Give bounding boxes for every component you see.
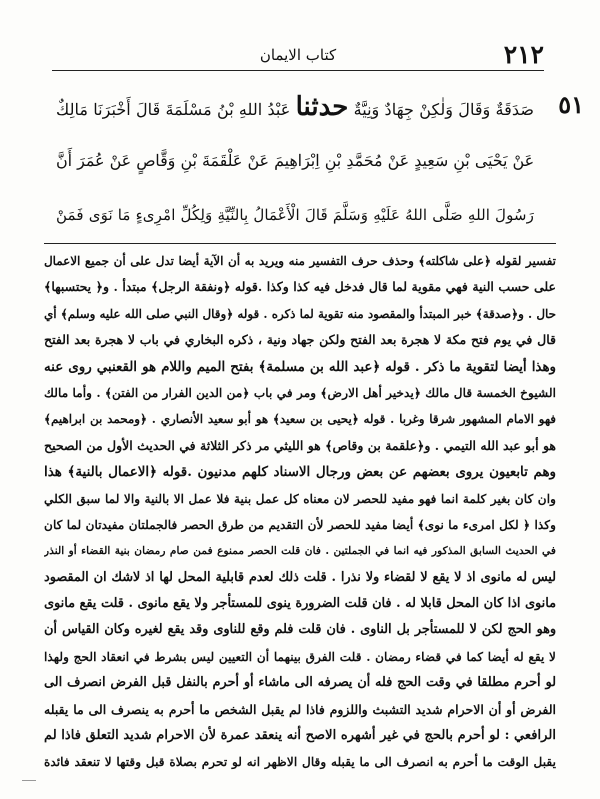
commentary-line: الفرض أو أن الاحرام شديد التشبث واللزوم فاذا لم يقبل الشخص ما أحرم به ينصرف الى ما يقبله — [44, 701, 556, 717]
commentary-line: حال . و﴿صدقة﴾ خبر المبتدأ والمقصود منه تقوية لما ذكره . قوله ﴿وقال النبي صلى الله عليه وسلم﴾ أي — [44, 306, 556, 321]
running-title: كتاب الايمان — [259, 46, 337, 64]
commentary-line: ليس له مانوى اذ لا يقع لا لقضاء ولا نذرا . قلت ذلك لعدم قابلية المحل لها اذ لاشك ان المقصود — [44, 569, 556, 585]
page-header — [52, 38, 544, 72]
commentary-line: قال في يوم فتح مكة لا هجرة بعد الفتح ولكن جهاد ونية ، ذكره البخاري في باب لا هجرة بعد الفتح — [44, 332, 556, 348]
hadith-line: عَنْ يَحْيَى بْنِ سَعِيدٍ عَنْ مُحَمَّدِ بْنِ اِبْرَاهِيمَ عَنْ عَلْقَمَةَ بْنِ وَقَّاصٍ عَنْ عُمَرَ أَنَّ — [56, 151, 534, 170]
commentary-text — [44, 248, 556, 776]
commentary-line: وهو الحج لكن لا للمستأجر بل الناوى . فان قلت فلم وقع للناوى وقد يقع لغيره وكان القياس أن — [44, 622, 556, 638]
commentary-line: هو أبو عبد الله التيمي . و﴿علقمة بن وقاص﴾ هو الليثي مر ذكر الثلاثة في الحديث الأول من الصحيح — [44, 437, 556, 453]
commentary-line: وهذا أيضا لتقوية ما ذكر . قوله ﴿عبد الله بن مسلمة﴾ بفتح الميم واللام هو القعنبي روى عنه — [44, 358, 556, 375]
page-number: ٢١٢ — [503, 40, 544, 69]
commentary-line: على حسب النية فهي مقوية لما قال فدخل فيه كذا وكذا .قوله ﴿ونفقة الرجل﴾ مبتدأ . و﴿ يحتسبها﴾ — [44, 279, 556, 295]
commentary-line: وان كان بغير كلمة انما فهو مفيد للحصر لان معناه كل عمل بنية فلا عمل الا بالنية والا لما سبق الكلي — [44, 491, 556, 506]
section-divider — [44, 243, 556, 244]
commentary-line: وكذا ﴿ لكل امرىء ما نوى﴾ أيضا مفيد للحصر لأن التقديم من طرق الحصر فالجملتان مفيدتان لما كان — [44, 517, 556, 532]
commentary-line: الشيوخ الخمسة قال مالك ﴿يدخير أهل الارض﴾ ومر في باب ﴿من الدين الفرار من الفتن﴾ . وأما مالك — [44, 385, 556, 400]
haddathana-marker: حدثنا — [295, 92, 349, 122]
commentary-line: فهو الامام المشهور شرقا وغربا . قوله ﴿يحيى بن سعيد﴾ هو أبو سعيد الأنصاري . ﴿ومحمد بن ابراهيم﴾ — [44, 412, 556, 427]
hadith-line: رَسُولَ اللهِ صَلَّى اللهُ عَلَيْهِ وَسَلَّمَ قَالَ الْأَعْمَالُ بِالنِّيَّةِ وَلِكُلِّ امْرِىءٍ مَا نَوَى فَمَنْ — [56, 206, 534, 224]
commentary-line: مانوى اذا كان المحل قابلا له . فان قلت الضرورة ينوى للمستأجر ولا يقع مانوى . قلت يقع مانوى — [44, 596, 556, 612]
hadith-line-part: صَدَقَةٌ وَقَالَ وَلٰكِنْ جِهَادٌ وَنِيَّةٌ — [353, 100, 534, 119]
hadith-line-part: عَبْدُ اللهِ بْنُ مَسْلَمَةَ قَالَ أَخْبَرَنَا مَالِكٌ — [56, 100, 291, 119]
hadith-text — [56, 80, 534, 242]
commentary-line: تفسير لقوله ﴿على شاكلته﴾ وحذف حرف التفسير منه ويريد به أن الآية أيضا تدل على أن جميع الاعمال — [44, 254, 556, 268]
hadith-number: ٥١ — [558, 90, 584, 119]
hadith-line — [56, 80, 534, 134]
commentary-line: لو أحرم مطلقا في وقت الحج فله أن يصرفه الى ماشاء أو أحرم بالنفل قبل الفرض انصرف الى — [44, 675, 556, 691]
commentary-line: في الحديث السابق المذكور فيه انما في الجملتين . فان قلت الحصر ممنوع فمن صام رمضان بنية القضاء أو النذر — [44, 544, 556, 558]
commentary-line: يقبل الوقت ما أحرم به انصرف الى ما يقبله وقال الاظهر انه لو تحرم بصلاة قبل وقتها لا تنعقد فائدة — [44, 755, 556, 770]
commentary-line: وهم تابعيون يروى بعضهم عن بعض ورجال الاسناد كلهم مدنيون .قوله ﴿الاعمال بالنية﴾ هذا — [44, 464, 556, 481]
header-rule — [52, 70, 544, 71]
scan-mark — [22, 780, 36, 781]
commentary-line: الرافعي : لو أحرم بالحج في غير أشهره الاصح أنه ينعقد عمرة لأن الاحرام شديد التعلق فاذا لم — [44, 728, 556, 744]
commentary-line: لا يقع له أيضا كما في قضاء رمضان . قلت الفرق بينهما أن التعيين ليس بشرط في انعقاد الحج ولهذا — [44, 649, 556, 664]
